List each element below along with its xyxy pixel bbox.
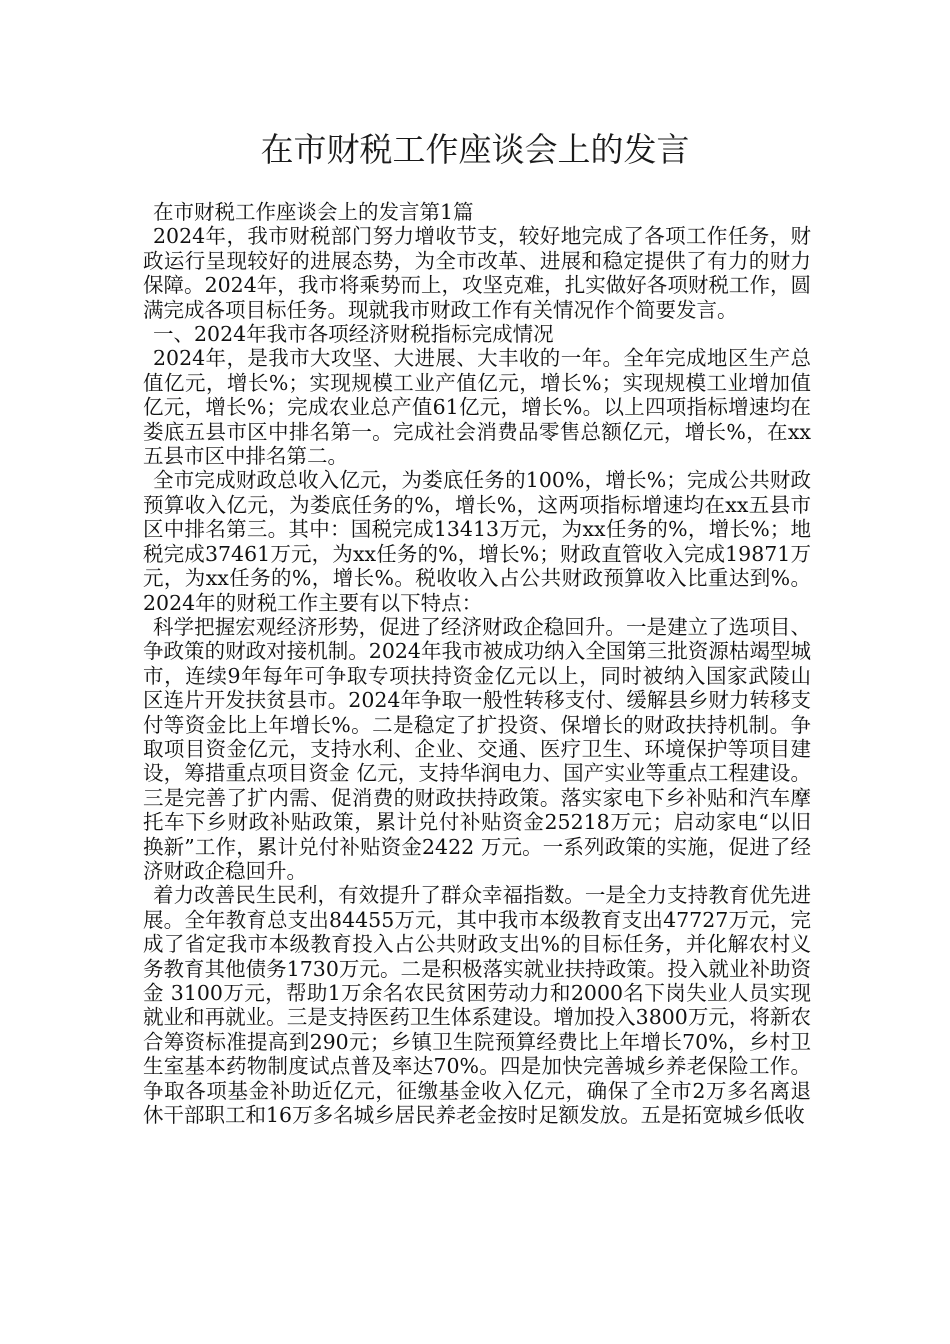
paragraph-fiscal-revenue: 全市完成财政总收入亿元，为娄底任务的100%，增长%；完成公共财政预算收入亿元，为娄底任务的%，增长%，这两项指标增速均在xx五县市区中排名第三。其中：国税完成13413万元，为xx任务的%，增长%；地税完成37461万元，为xx任务的%，增长%；财政直管收入完成19871万元，为xx任务的%，增长%。税收收入占公共财政预算收入比重达到%。2024年的财税工作主要有以下特点： [143, 468, 811, 615]
section-heading: 一、2024年我市各项经济财税指标完成情况 [153, 322, 554, 347]
document-title: 在市财税工作座谈会上的发言 [260, 130, 690, 169]
paragraph-livelihood: 着力改善民生民利，有效提升了群众幸福指数。一是全力支持教育优先进展。全年教育总支出84455万元，其中我市本级教育支出47727万元，完成了省定我市本级教育投入占公共财政支出%的目标任务，并化解农村义务教育其他债务1730万元。二是积极落实就业扶持政策。投入就业补助资金 3100万元，帮助1万余名农民贫困劳动力和2000名下岗失业人员实现就业和再就业。三是支持医药卫生体系建设。增加投入3800万元，将新农合筹资标准提高到290元；乡镇卫生院预算经费比上年增长70%，乡村卫生室基本药物制度试点普及率达70%。四是加快完善城乡养老保险工作。争取各项基金补助近亿元，征缴基金收入亿元，确保了全市2万多名离退休干部职工和16万多名城乡居民养老金按时足额发放。五是拓宽城乡低收 [143, 883, 811, 1128]
paragraph-economic-indicators: 2024年，是我市大攻坚、大进展、大丰收的一年。全年完成地区生产总值亿元，增长%；实现规模工业产值亿元，增长%；实现规模工业增加值亿元，增长%；完成农业总产值61亿元，增长%。以上四项指标增速均在娄底五县市区中排名第一。完成社会消费品零售总额亿元，增长%，在xx五县市区中排名第二。 [143, 346, 811, 469]
paragraph-macro-economy: 科学把握宏观经济形势，促进了经济财政企稳回升。一是建立了选项目、争政策的财政对接机制。2024年我市被成功纳入全国第三批资源枯竭型城市，连续9年每年可争取专项扶持资金亿元以上，同时被纳入国家武陵山区连片开发扶贫县市。2024年争取一般性转移支付、缓解县乡财力转移支付等资金比上年增长%。二是稳定了扩投资、保增长的财政扶持机制。争取项目资金亿元，支持水利、企业、交通、医疗卫生、环境保护等项目建设，筹措重点项目资金 亿元，支持华润电力、国产实业等重点工程建设。三是完善了扩内需、促消费的财政扶持政策。落实家电下乡补贴和汽车摩托车下乡财政补贴政策，累计兑付补贴资金25218万元；启动家电“以旧换新”工作，累计兑付补贴资金2422 万元。一系列政策的实施，促进了经济财政企稳回升。 [143, 614, 811, 883]
document-body [143, 200, 811, 1127]
section-heading: 在市财税工作座谈会上的发言第1篇 [153, 200, 474, 224]
paragraph-intro: 2024年，我市财税部门努力增收节支，较好地完成了各项工作任务，财政运行呈现较好的进展态势，为全市改革、进展和稳定提供了有力的财力保障。2024年，我市将乘势而上，攻坚克难，扎实做好各项财税工作，圆满完成各项目标任务。现就我市财政工作有关情况作个简要发言。 [143, 224, 811, 322]
